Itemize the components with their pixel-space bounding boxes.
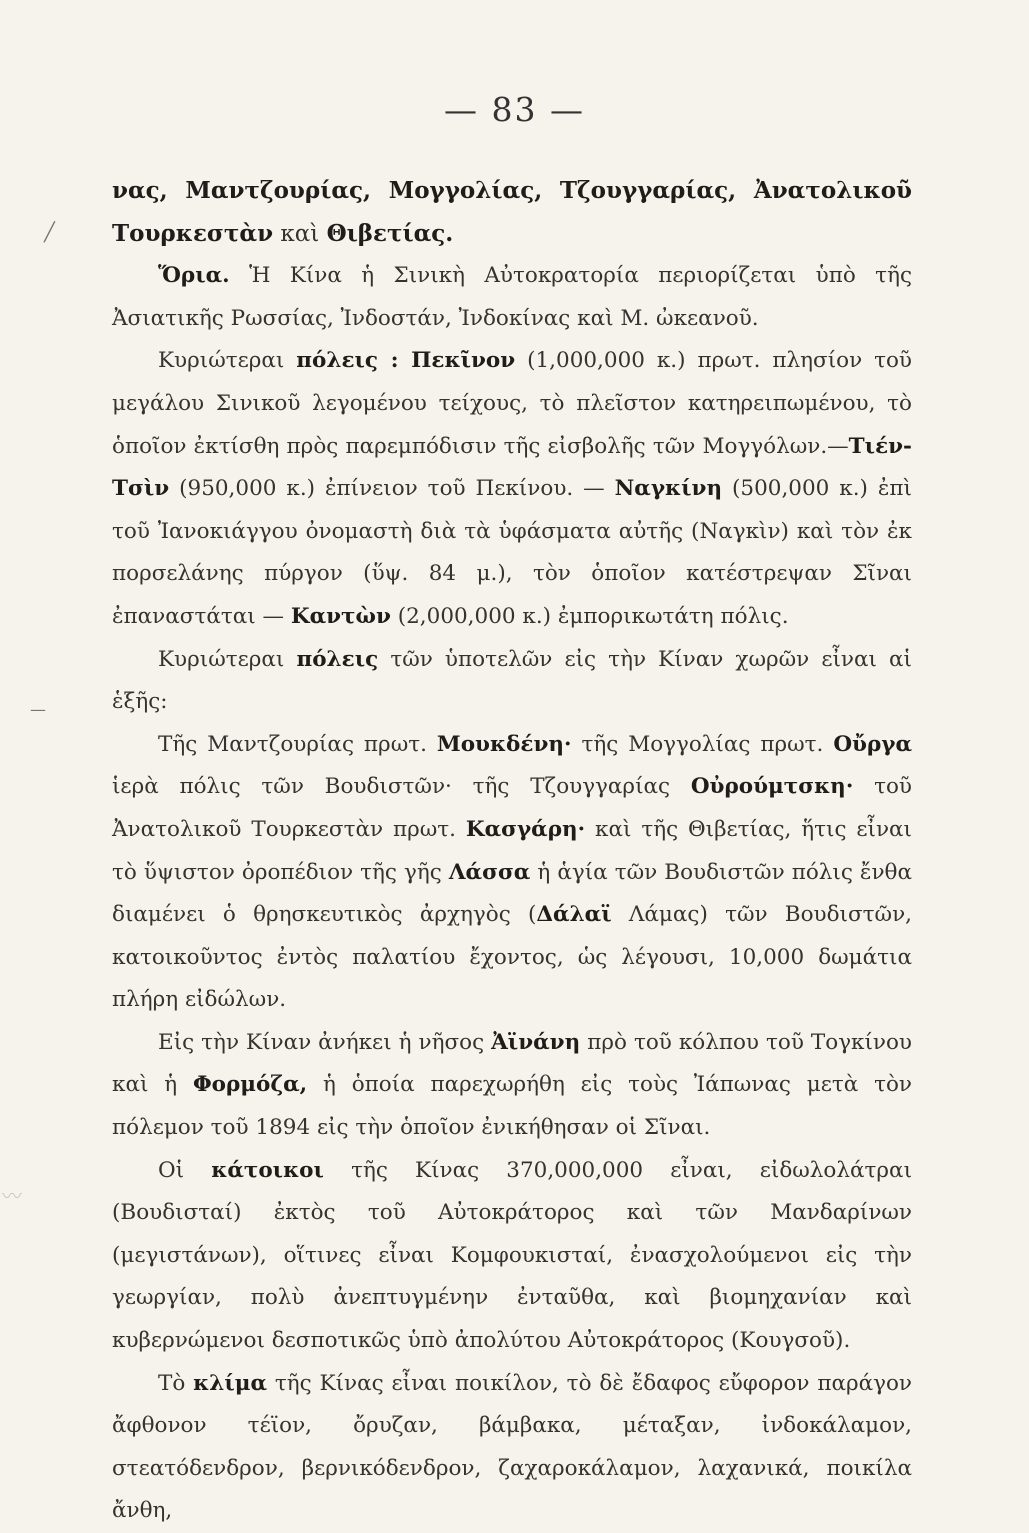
- text-run: Εἰς τὴν Κίναν ἀνήκει ἡ νῆσος: [158, 1029, 492, 1055]
- text-run: Τὸ: [158, 1370, 194, 1396]
- text-run: (1,000,000 κ.) πρωτ. πλησίον τοῦ μεγάλου Σινικοῦ λεγομένου τείχους, τὸ πλεῖστον κατηρειπωμένου, τὸ ὁποῖον ἐκτίσθη πρὸς παρεμπόδισιν τῆς εἰσβολῆς τῶν Μογγόλων.—: [112, 348, 912, 459]
- text-run: ἡ ἁγία τῶν Βουδιστῶν πόλις ἔνθα διαμένει ὁ θρησκευτικὸς ἀρχηγὸς (: [112, 859, 912, 928]
- paragraph-capitals: [112, 724, 912, 1022]
- heading-borders: Ὅρια.: [158, 263, 230, 289]
- bold-term-mukden: Μουκδένη·: [436, 731, 572, 757]
- bold-term-dalai: Δάλαϊ: [536, 902, 612, 928]
- text-run: πρὸ τοῦ κόλπου τοῦ Τογκίνου καὶ ἡ: [112, 1029, 912, 1098]
- bold-term-peking: πόλεις : Πεκῖνον: [296, 348, 516, 374]
- bold-term-canton: Καντὼν: [290, 603, 391, 629]
- paragraph-islands: [112, 1022, 912, 1150]
- paragraph-continuation: [112, 170, 912, 255]
- text-run: τοῦ Ἀνατολικοῦ Τουρκεστὰν πρωτ.: [112, 774, 912, 842]
- text-run: (500,000 κ.) ἐπὶ τοῦ Ἰανοκιάγγου ὀνομαστὴ διὰ τὰ ὑφάσματα αὐτῆς (Ναγκὶν) καὶ τὸν ἐκ πορσελάνης πύργον (ὕψ. 84 μ.), τὸν ὁποῖον κατέστρεψαν Σῖναι ἐπαναστάται —: [112, 476, 912, 629]
- text-run: τῆς Μογγολίας πρωτ.: [571, 731, 834, 757]
- text-run: Κυριώτεραι: [158, 646, 297, 672]
- text-run: Οἱ: [158, 1157, 212, 1183]
- text-run: (950,000 κ.) ἐπίνειον τοῦ Πεκίνου. —: [169, 476, 615, 502]
- bold-term-urga: Οὔργα: [833, 731, 912, 757]
- text-run: Κυριώτεραι: [158, 348, 297, 374]
- bold-term-formosa: Φορμόζα,: [192, 1072, 308, 1098]
- paragraph-borders: [112, 255, 912, 340]
- page-number: — 83 —: [444, 90, 585, 129]
- bold-term-kashgar: Κασγάρη·: [465, 816, 586, 842]
- bold-term-tientsin: Τιέν-Τσὶν: [112, 433, 912, 502]
- bold-term-urumchi: Οὐρούμτσκη·: [690, 774, 854, 800]
- bold-term-climate: κλίμα: [193, 1370, 268, 1396]
- paper-fiber-mark: 〰: [2, 1184, 22, 1208]
- bold-term-lhasa: Λάσσα: [448, 859, 531, 885]
- text-run: καὶ τῆς Θιβετίας, ἥτις εἶναι τὸ ὕψιστον ὀροπέδιον τῆς γῆς: [112, 816, 912, 885]
- joiner-text: καὶ: [273, 220, 327, 247]
- region-tibet-bold: Θιβετίας.: [326, 219, 454, 247]
- bold-term-cities: πόλεις: [296, 646, 379, 672]
- text-run: τῆς Κίνας 370,000,000 εἶναι, εἰδωλολάτραι (Βουδισταί) ἐκτὸς τοῦ Αὐτοκράτορος καὶ τῶν Μανδαρίνων (μεγιστάνων), οἵτινες εἶναι Κομφουκισταί, ἐνασχολούμενοι εἰς τὴν γεωργίαν, πολὺ ἀνεπτυγμένην ἐνταῦθα, καὶ βιομηχανίαν καὶ κυβερνώμενοι δεσποτικῶς ὑπὸ ἀπολύτου Αὐτοκράτορος (Κουγσοῦ).: [112, 1157, 913, 1354]
- text-run: τῶν ὑποτελῶν εἰς τὴν Κίναν χωρῶν εἶναι αἱ ἑξῆς:: [112, 646, 912, 715]
- bold-term-nanking: Ναγκίνη: [614, 476, 723, 502]
- text-run: (2,000,000 κ.) ἐμπορικωτάτη πόλις.: [390, 603, 789, 629]
- text-run: ἡ ὁποία παρεχωρήθη εἰς τοὺς Ἰάπωνας μετὰ τὸν πόλεμον τοῦ 1894 εἰς τὴν ὁποῖον ἐνικήθησαν οἱ Σῖναι.: [112, 1072, 912, 1141]
- text-run: Τῆς Μαντζουρίας πρωτ.: [158, 731, 437, 757]
- margin-arrow-mark: —: [30, 700, 46, 719]
- paragraph-inhabitants: [112, 1150, 912, 1363]
- borders-text: Ἡ Κίνα ἡ Σινικὴ Αὐτοκρατορία περιορίζεται ὑπὸ τῆς Ἀσιατικῆς Ρωσσίας, Ἰνδοστάν, Ἰνδοκίνας καὶ Μ. ὠκεανοῦ.: [112, 263, 912, 331]
- paragraph-climate: [112, 1363, 912, 1533]
- text-run: Λάμας) τῶν Βουδιστῶν, κατοικοῦντος ἐντὸς παλατίου ἔχοντος, ὡς λέγουσι, 10,000 δωμάτια πλήρη εἰδώλων.: [112, 902, 912, 1013]
- text-run: τῆς Κίνας εἶναι ποικίλον, τὸ δὲ ἔδαφος εὔφορον παράγον ἄφθονον τέϊον, ὄρυζαν, βάμβακα, μέταξαν, ἰνδοκάλαμον, στεατόδενδρον, βερνικόδενδρον, ζαχαροκάλαμον, λαχανικά, ποικίλα ἄνθη,: [112, 1370, 912, 1524]
- margin-tick-mark: ╱: [44, 222, 55, 243]
- text-run: ἱερὰ πόλις τῶν Βουδιστῶν· τῆς Τζουγγαρίας: [112, 774, 691, 800]
- paragraph-main-cities: [112, 340, 912, 638]
- paragraph-dependent-cities: [112, 639, 912, 724]
- bold-term-inhabitants: κάτοικοι: [211, 1157, 324, 1183]
- bold-term-hainan: Ἀϊνάνη: [491, 1029, 581, 1055]
- body-text: [112, 170, 912, 1533]
- region-list-bold: νας, Μαντζουρίας, Μογγολίας, Τζουγγαρίας, Ἀνατολικοῦ Τουρκεστὰν: [112, 177, 912, 247]
